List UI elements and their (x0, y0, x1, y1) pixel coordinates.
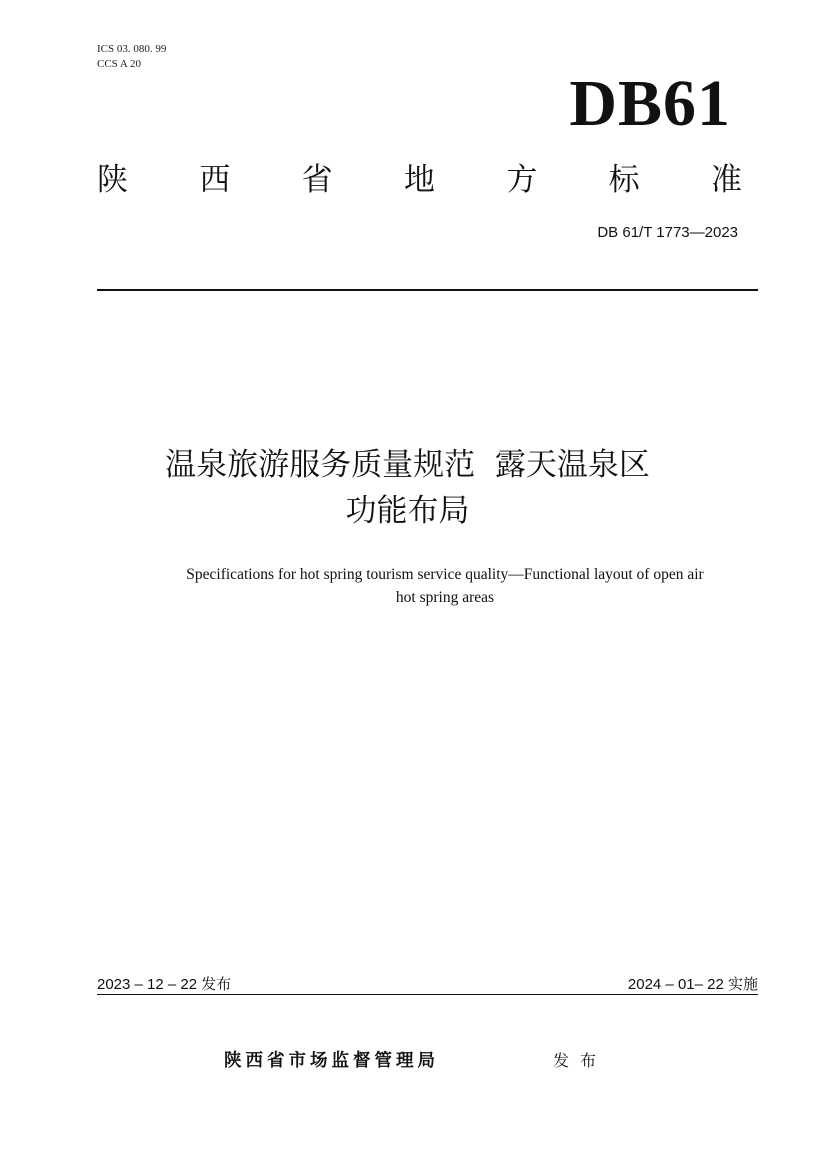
standard-type-char: 西 (199, 162, 231, 198)
publisher-name: 陕西省市场监督管理局 (224, 1051, 439, 1071)
standard-type-char: 标 (608, 162, 640, 198)
standard-type-char: 省 (301, 162, 333, 198)
ccs-code: CCS A 20 (97, 58, 142, 70)
header-divider (97, 289, 758, 291)
ics-code: ICS 03. 080. 99 (97, 43, 167, 55)
chinese-title (0, 442, 815, 534)
english-title-line2: hot spring areas (395, 589, 495, 606)
date-divider (97, 994, 758, 995)
english-title-line1: Specifications for hot spring tourism service quality—Functional layout of open air (186, 566, 704, 583)
standard-logo: DB61 (569, 67, 731, 140)
standard-type-char: 准 (710, 162, 742, 198)
chinese-title-line1: 温泉旅游服务质量规范 露天温泉区 (165, 447, 650, 483)
implementation-date: 2024 – 01– 22 实施 (627, 976, 758, 993)
release-date: 2023 – 12 – 22 发布 (97, 976, 232, 993)
classification-codes (97, 42, 166, 72)
publish-label: 发布 (553, 1051, 608, 1070)
standard-type-heading (97, 160, 742, 200)
standard-type-char: 方 (506, 162, 538, 198)
standard-type-char: 陕 (97, 162, 128, 198)
standard-number: DB 61/T 1773—2023 (597, 224, 738, 241)
english-title (110, 563, 780, 609)
chinese-title-line2: 功能布局 (345, 493, 470, 529)
standard-type-char: 地 (403, 162, 435, 198)
